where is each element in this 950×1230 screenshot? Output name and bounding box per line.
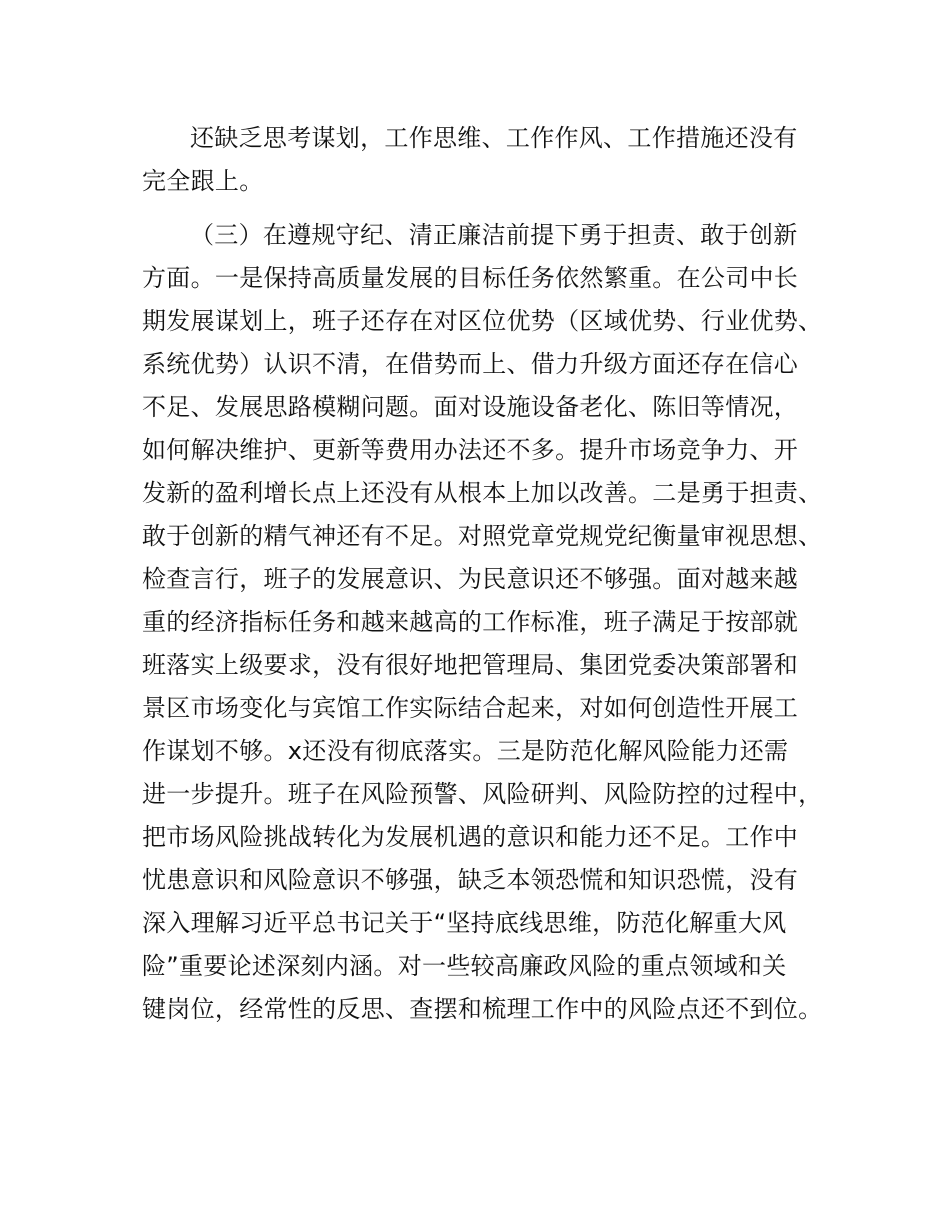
text-line: 系统优势）认识不清，在借势而上、借力升级方面还存在信心 bbox=[142, 350, 799, 378]
text-line: 还缺乏思考谋划，工作思维、工作作风、工作措施还没有 bbox=[190, 124, 798, 152]
text-line: 把市场风险挑战转化为发展机遇的意识和能力还不足。工作中 bbox=[142, 823, 799, 851]
text-line: 景区市场变化与宾馆工作实际结合起来，对如何创造性开展工 bbox=[142, 694, 799, 722]
text-line: （三）在遵规守纪、清正廉洁前提下勇于担责、敢于创新 bbox=[190, 221, 798, 249]
text-line: 深入理解习近平总书记关于“坚持底线思维，防范化解重大风 bbox=[142, 909, 787, 937]
text-line: 键岗位，经常性的反思、查摆和梳理工作中的风险点还不到位。 bbox=[142, 995, 823, 1023]
text-line: 如何解决维护、更新等费用办法还不多。提升市场竞争力、开 bbox=[142, 436, 799, 464]
text-line: 期发展谋划上，班子还存在对区位优势（区域优势、行业优势、 bbox=[142, 307, 823, 335]
text-line: 敢于创新的精气神还有不足。对照党章党规党纪衡量审视思想、 bbox=[142, 522, 823, 550]
text-line: 作谋划不够。x还没有彻底落实。三是防范化解风险能力还需 bbox=[142, 737, 789, 765]
text-line: 忧患意识和风险意识不够强，缺乏本领恐慌和知识恐慌，没有 bbox=[142, 866, 799, 894]
text-line: 检查言行，班子的发展意识、为民意识还不够强。面对越来越 bbox=[142, 565, 799, 593]
text-line: 班落实上级要求，没有很好地把管理局、集团党委决策部署和 bbox=[142, 651, 799, 679]
text-line: 险”重要论述深刻内涵。对一些较高廉政风险的重点领域和关 bbox=[142, 952, 787, 980]
text-line: 不足、发展思路模糊问题。面对设施设备老化、陈旧等情况， bbox=[142, 393, 799, 421]
text-line: 重的经济指标任务和越来越高的工作标准，班子满足于按部就 bbox=[142, 608, 799, 636]
text-line: 发新的盈利增长点上还没有从根本上加以改善。二是勇于担责、 bbox=[142, 479, 823, 507]
text-line: 方面。一是保持高质量发展的目标任务依然繁重。在公司中长 bbox=[142, 264, 799, 292]
text-line: 进一步提升。班子在风险预警、风险研判、风险防控的过程中， bbox=[142, 780, 823, 808]
text-line: 完全跟上。 bbox=[142, 167, 264, 195]
